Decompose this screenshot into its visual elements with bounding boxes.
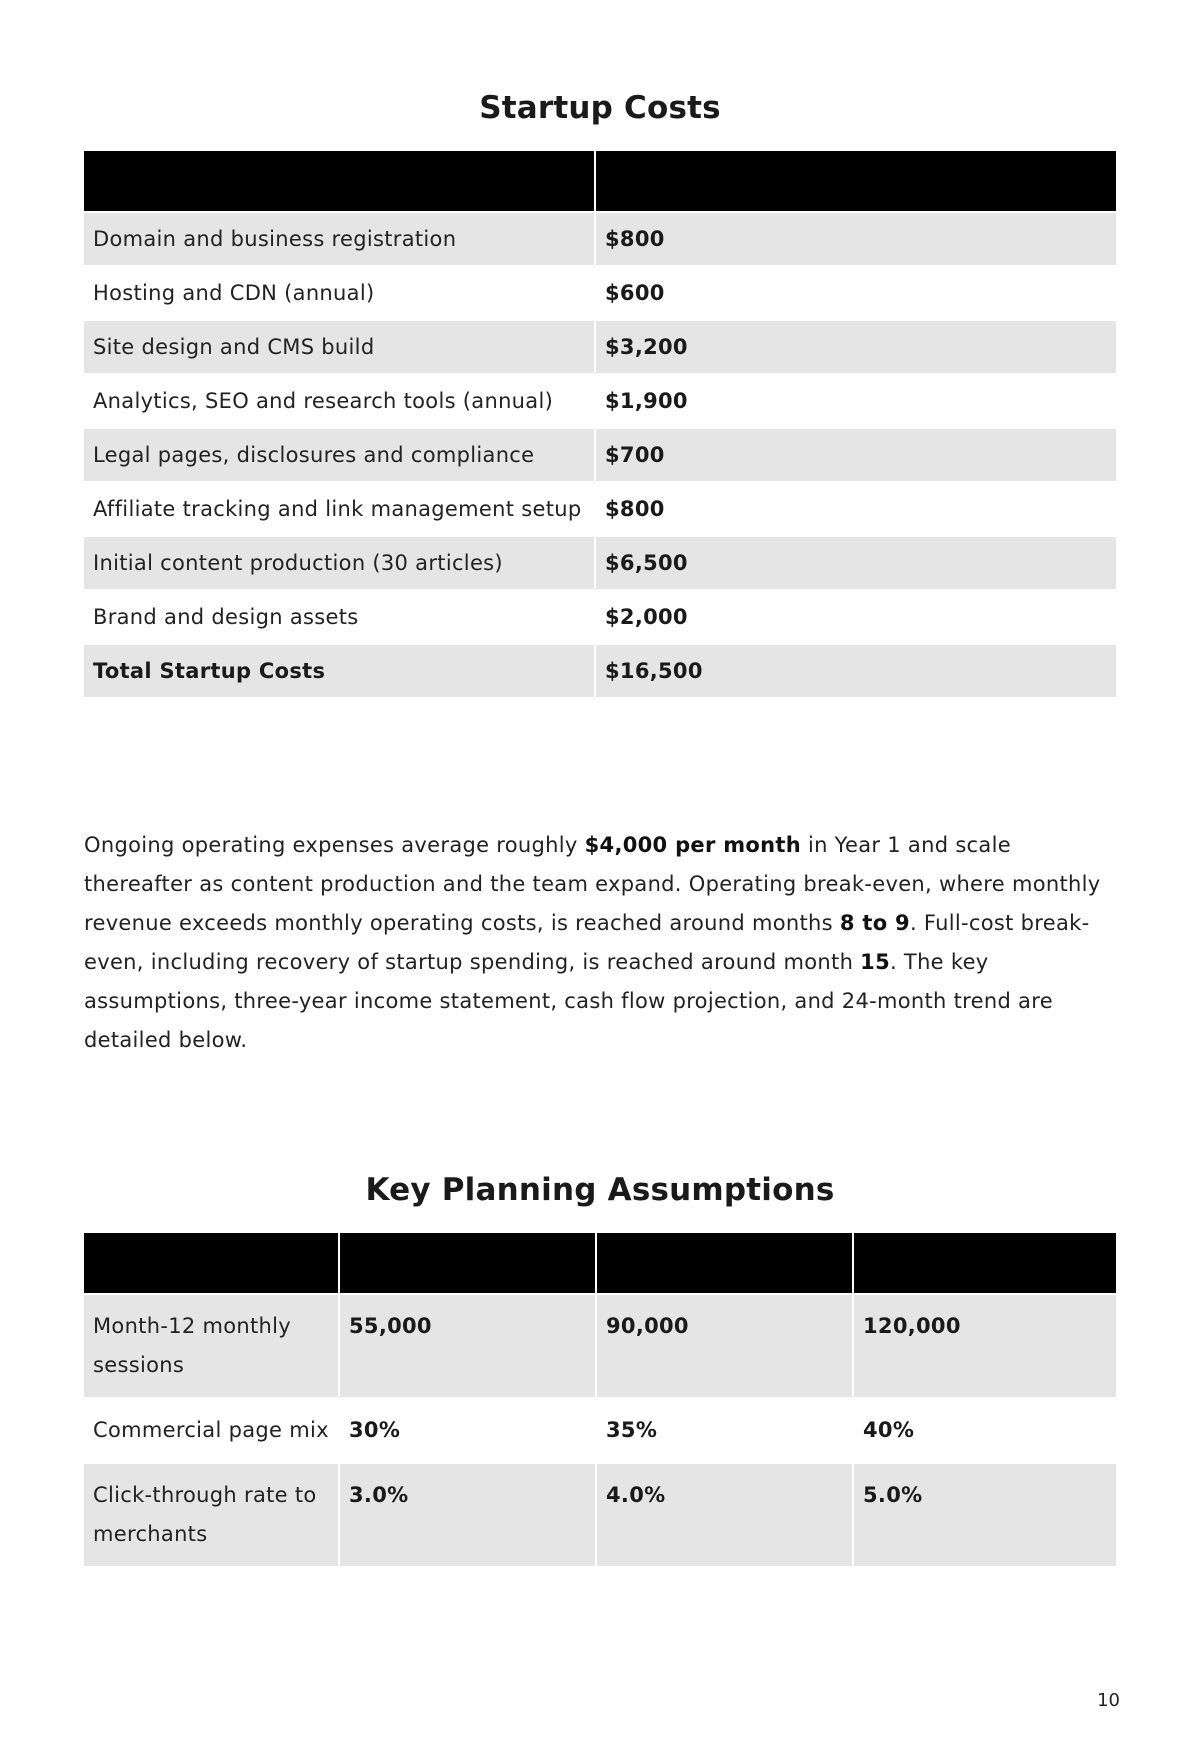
assumption-value: 3.0% bbox=[340, 1462, 597, 1566]
assumption-value: 40% bbox=[854, 1397, 1116, 1462]
paragraph-bold-text: $4,000 per month bbox=[584, 833, 801, 857]
key-assumptions-table bbox=[84, 1233, 1116, 1566]
paragraph-text: Ongoing operating expenses average roughly bbox=[84, 833, 585, 857]
page-number: 10 bbox=[1097, 1690, 1120, 1711]
paragraph-bold-text: 15 bbox=[860, 950, 890, 974]
table-header-cell bbox=[84, 151, 596, 211]
cost-item-label: Brand and design assets bbox=[84, 589, 596, 643]
total-value: $16,500 bbox=[596, 643, 1116, 697]
cost-item-value: $2,000 bbox=[596, 589, 1116, 643]
assumption-value: 55,000 bbox=[340, 1293, 597, 1397]
table-row bbox=[84, 373, 1116, 427]
cost-item-value: $800 bbox=[596, 481, 1116, 535]
assumption-value: 35% bbox=[597, 1397, 854, 1462]
cost-item-label: Analytics, SEO and research tools (annual) bbox=[84, 373, 596, 427]
paragraph-text: . Full-cost break-even, including recovery of startup spending, is reached around month bbox=[84, 911, 1090, 974]
assumption-label: Commercial page mix bbox=[84, 1397, 340, 1462]
assumption-label: Month-12 monthly sessions bbox=[84, 1293, 340, 1397]
total-label: Total Startup Costs bbox=[84, 643, 596, 697]
cost-item-value: $3,200 bbox=[596, 319, 1116, 373]
table-row bbox=[84, 265, 1116, 319]
table-header-row bbox=[84, 151, 1116, 211]
table-row bbox=[84, 427, 1116, 481]
assumption-value: 5.0% bbox=[854, 1462, 1116, 1566]
table-row bbox=[84, 211, 1116, 265]
table-row bbox=[84, 1397, 1116, 1462]
total-row bbox=[84, 643, 1116, 697]
table-row bbox=[84, 535, 1116, 589]
assumption-value: 4.0% bbox=[597, 1462, 854, 1566]
cost-item-value: $1,900 bbox=[596, 373, 1116, 427]
startup-costs-table bbox=[84, 151, 1116, 697]
table-header-cell bbox=[340, 1233, 597, 1293]
table-row bbox=[84, 1462, 1116, 1566]
cost-item-value: $6,500 bbox=[596, 535, 1116, 589]
operating-expenses-paragraph bbox=[84, 826, 1116, 1060]
table-header-row bbox=[84, 1233, 1116, 1293]
table-row bbox=[84, 589, 1116, 643]
table-header-cell bbox=[596, 151, 1116, 211]
assumption-value: 30% bbox=[340, 1397, 597, 1462]
cost-item-label: Legal pages, disclosures and compliance bbox=[84, 427, 596, 481]
cost-item-label: Initial content production (30 articles) bbox=[84, 535, 596, 589]
assumption-label: Click-through rate to merchants bbox=[84, 1462, 340, 1566]
table-header-cell bbox=[84, 1233, 340, 1293]
cost-item-value: $700 bbox=[596, 427, 1116, 481]
startup-costs-title: Startup Costs bbox=[479, 90, 721, 126]
cost-item-label: Domain and business registration bbox=[84, 211, 596, 265]
table-row bbox=[84, 1293, 1116, 1397]
table-row bbox=[84, 481, 1116, 535]
assumption-value: 90,000 bbox=[597, 1293, 854, 1397]
key-assumptions-title: Key Planning Assumptions bbox=[365, 1172, 835, 1208]
paragraph-text: in Year 1 and scale thereafter as content production and the team expand. Operating break-even, where monthly revenue exceeds monthly operating costs, is reached around months bbox=[84, 833, 1101, 935]
assumption-value: 120,000 bbox=[854, 1293, 1116, 1397]
cost-item-value: $600 bbox=[596, 265, 1116, 319]
table-header-cell bbox=[597, 1233, 854, 1293]
paragraph-bold-text: 8 to 9 bbox=[839, 911, 910, 935]
table-header-cell bbox=[854, 1233, 1116, 1293]
cost-item-label: Affiliate tracking and link management setup bbox=[84, 481, 596, 535]
cost-item-value: $800 bbox=[596, 211, 1116, 265]
paragraph-text: . The key assumptions, three-year income statement, cash flow projection, and 24-month trend are detailed below. bbox=[84, 950, 1053, 1052]
cost-item-label: Site design and CMS build bbox=[84, 319, 596, 373]
cost-item-label: Hosting and CDN (annual) bbox=[84, 265, 596, 319]
table-row bbox=[84, 319, 1116, 373]
